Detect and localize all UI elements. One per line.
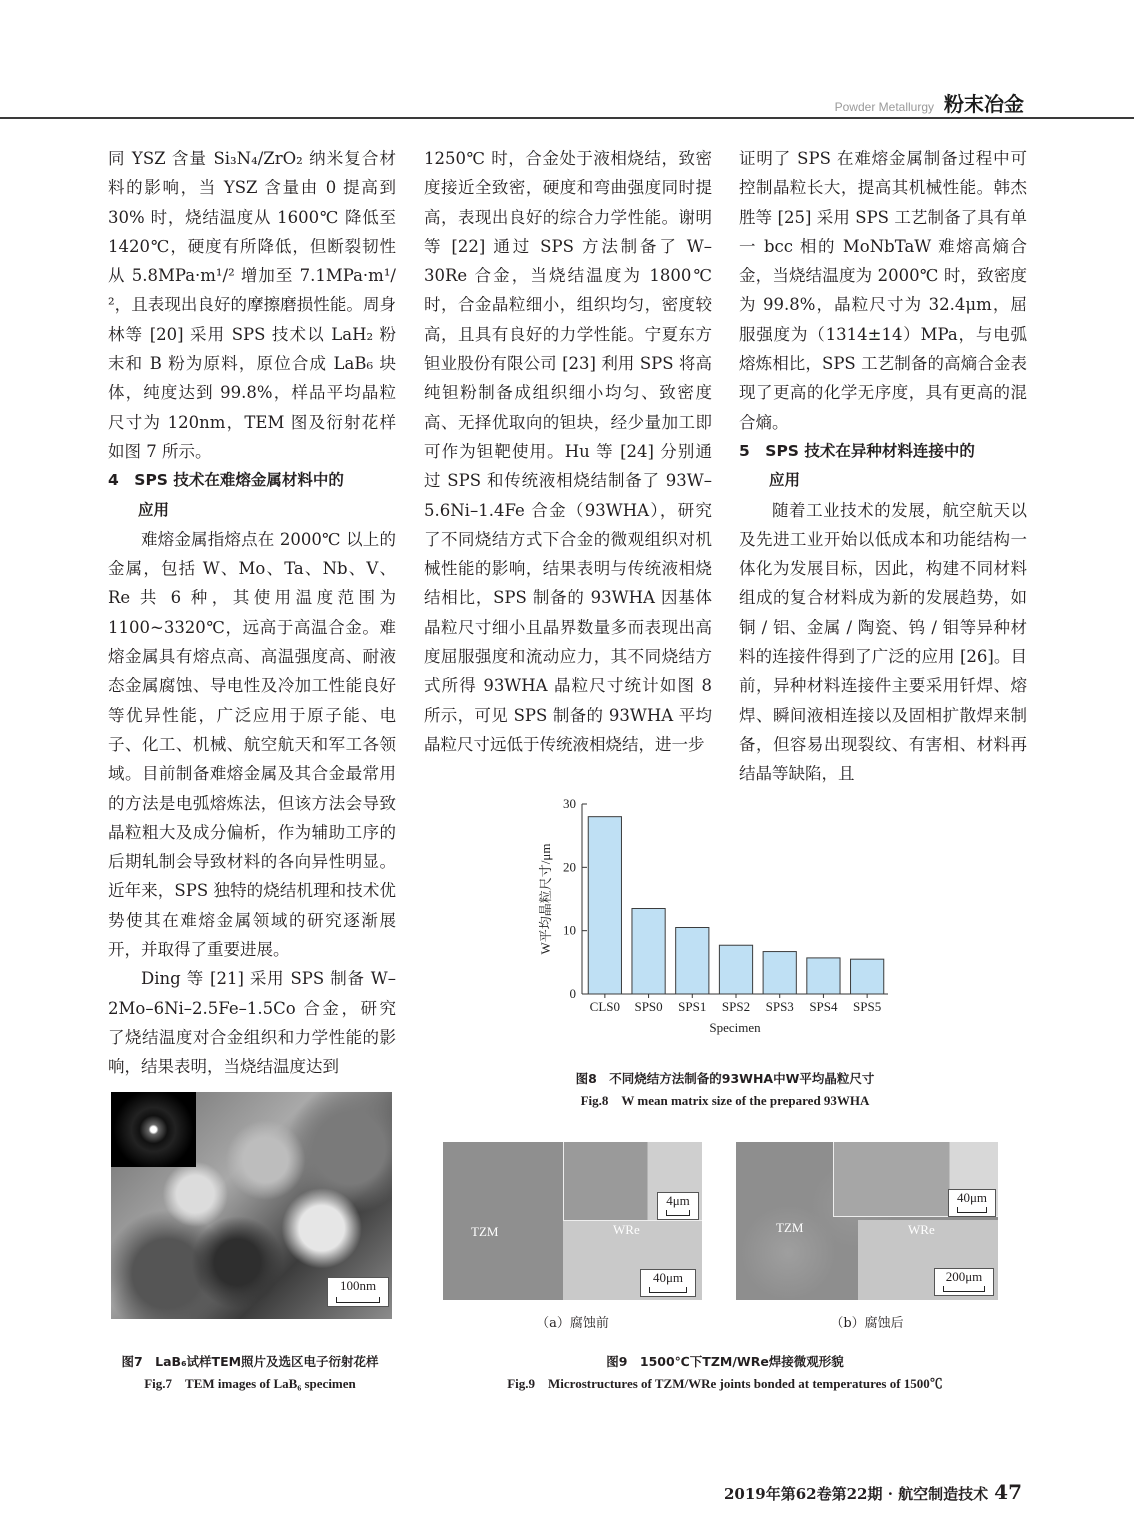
bar: [676, 928, 709, 995]
tzm-label: TZM: [471, 1224, 499, 1239]
bar: [632, 909, 665, 995]
x-tick-label: SPS2: [721, 999, 751, 1014]
figure-9b-micrograph: [736, 1142, 998, 1300]
scale-bar: 40μm: [640, 1269, 696, 1297]
journal-name-en: Powder Metallurgy: [834, 100, 934, 114]
x-tick-label: SPS1: [678, 999, 707, 1014]
figure-9-caption-en: Fig.9 Microstructures of TZM/WRe joints bonded at temperatures of 1500℃: [507, 1376, 943, 1391]
bar: [807, 958, 840, 994]
y-tick-label: 0: [569, 986, 576, 1001]
header-rule: [0, 117, 1134, 119]
bar: [851, 959, 884, 994]
text-column-1: [108, 144, 396, 1082]
paragraph: 同 YSZ 含量 Si₃N₄/ZrO₂ 纳米复合材料的影响，当 YSZ 含量由 0 提高到 30% 时，烧结温度从 1600℃ 降低至 1420℃，硬度有所降低，但断裂韧性从 5.8MPa·m¹/² 增加至 7.1MPa·m¹/²，且表现出良好的摩擦磨损性能。周身林等 [20] 采用 SPS 技术以 LaH₂ 粉末和 B 粉为原料，原位合成 LaB₆ 块体，纯度达到 99.8%，样品平均晶粒尺寸为 120nm，TEM 图及衍射花样如图 7 所示。: [108, 149, 396, 461]
x-tick-label: SPS0: [634, 999, 663, 1014]
bar: [719, 945, 752, 994]
paragraph: Ding 等 [21] 采用 SPS 制备 W–2Mo–6Ni–2.5Fe–1.5Co 合金，研究了烧结温度对合金组织和力学性能的影响，结果表明，当烧结温度达到: [108, 969, 396, 1077]
figure-9-caption-cn: 图9 1500℃下TZM/WRe焊接微观形貌: [606, 1354, 844, 1369]
x-tick-label: SPS3: [765, 999, 794, 1014]
bar: [763, 952, 796, 994]
figure-8-chart: [520, 790, 900, 1050]
scale-bar: 100nm: [327, 1277, 389, 1307]
section-heading-4: 4 SPS 技术在难熔金属材料中的: [108, 471, 344, 490]
y-axis-label: W平均晶粒尺寸/μm: [538, 843, 553, 955]
wre-label: WRe: [613, 1222, 640, 1237]
paragraph: 难熔金属指熔点在 2000℃ 以上的金属，包括 W、Mo、Ta、Nb、V、Re 共 6 种，其使用温度范围为 1100~3320℃，远高于高温合金。难熔金属具有熔点高、高温强度高、耐液态金属腐蚀、导电性及冷加工性能良好等优异性能，广泛应用于原子能、电子、化工、机械、航空航天和军工各领域。目前制备难熔金属及其合金最常用的方法是电弧熔炼法，但该方法会导致晶粒粗大及成分偏析，作为辅助工序的后期轧制会导致材料的各向异性明显。近年来，SPS 独特的烧结机理和技术优势使其在难熔金属领域的研究逐渐展开，并取得了重要进展。: [108, 529, 396, 960]
y-tick-label: 20: [563, 859, 576, 875]
section-heading-5: 5 SPS 技术在异种材料连接中的: [739, 441, 975, 460]
inset-scale-bar: 4μm: [657, 1192, 699, 1220]
page-footer: [724, 1480, 1022, 1504]
text-column-3: [739, 144, 1027, 789]
x-tick-label: SPS5: [853, 999, 882, 1014]
x-tick-label: SPS4: [809, 999, 838, 1014]
bar-chart: [520, 790, 900, 1050]
figure-8-caption-cn: 图8 不同烧结方法制备的93WHA中W平均晶粒尺寸: [575, 1071, 875, 1086]
figure-7-caption-cn: 图7 LaB₆试样TEM照片及选区电子衍射花样: [121, 1354, 379, 1369]
figure-7-caption-en: Fig.7 TEM images of LaB₆ specimen: [144, 1376, 356, 1391]
diffraction-pattern-inset: [111, 1092, 196, 1167]
text-column-2: [424, 144, 712, 759]
wre-label: WRe: [908, 1222, 935, 1237]
figure-9a-micrograph: [443, 1142, 702, 1300]
tzm-label: TZM: [776, 1220, 804, 1235]
x-axis-label: Specimen: [709, 1020, 761, 1035]
paragraph: 随着工业技术的发展，航空航天以及先进工业开始以低成本和功能结构一体化为发展目标，因此，构建不同材料组成的复合材料成为新的发展趋势，如铜 / 铝、金属 / 陶瓷、钨 / 钼等异种材料的连接件得到了广泛的应用 [26]。目前，异种材料连接件主要采用钎焊、熔焊、瞬间液相连接以及固相扩散焊来制备，但容易出现裂纹、有害相、材料再结晶等缺陷，且: [739, 500, 1027, 784]
y-tick-label: 30: [563, 796, 576, 811]
page-number: 47: [994, 1480, 1022, 1504]
issue-info: 2019年第62卷第22期 · 航空制造技术: [723, 1485, 989, 1503]
figure-9b-label: （b）腐蚀后: [830, 1316, 904, 1331]
figure-7-tem-image: [111, 1092, 392, 1319]
bar: [588, 817, 621, 994]
journal-name-cn: 粉末冶金: [944, 92, 1024, 116]
figure-8-caption-en: Fig.8 W mean matrix size of the prepared 93WHA: [580, 1093, 870, 1108]
inset-scale-bar: 40μm: [948, 1189, 996, 1217]
section-heading-4-cont: 应用: [138, 500, 170, 519]
scale-bar: 200μm: [934, 1268, 994, 1296]
figure-9a-label: （a）腐蚀前: [536, 1316, 609, 1331]
paragraph: 1250℃ 时，合金处于液相烧结，致密度接近全致密，硬度和弯曲强度同时提高，表现出良好的综合力学性能。谢明等 [22] 通过 SPS 方法制备了 W–30Re 合金，当烧结温度为 1800℃ 时，合金晶粒细小，组织均匀，密度较高，且具有良好的力学性能。宁夏东方钽业股份有限公司 [23] 利用 SPS 将高纯钽粉制备成组织细小均匀、致密度高、无择优取向的钽块，经少量加工即可作为钽靶使用。Hu 等 [24] 分别通过 SPS 和传统液相烧结制备了 93W–5.6Ni–1.4Fe 合金（93WHA），研究了不同烧结方式下合金的微观组织对机械性能的影响，结果表明与传统液相烧结相比，SPS 制备的 93WHA 因基体晶粒尺寸细小且晶界数量多而表现出高度屈服强度和流动应力，其不同烧结方式所得 93WHA 晶粒尺寸统计如图 8 所示，可见 SPS 制备的 93WHA 平均晶粒尺寸远低于传统液相烧结，进一步: [424, 149, 712, 754]
y-tick-label: 10: [563, 922, 576, 938]
x-tick-label: CLS0: [589, 999, 621, 1014]
section-heading-5-cont: 应用: [769, 471, 801, 490]
paragraph: 证明了 SPS 在难熔金属制备过程中可控制晶粒长大，提高其机械性能。韩杰胜等 [25] 采用 SPS 工艺制备了具有单一 bcc 相的 MoNbTaW 难熔高熵合金，当烧结温度为 2000℃ 时，致密度为 99.8%，晶粒尺寸为 32.4μm，屈服强度为（1314±14）MPa，与电弧熔炼相比，SPS 工艺制备的高熵合金表现了更高的化学无序度，具有更高的混合熵。: [739, 149, 1027, 432]
